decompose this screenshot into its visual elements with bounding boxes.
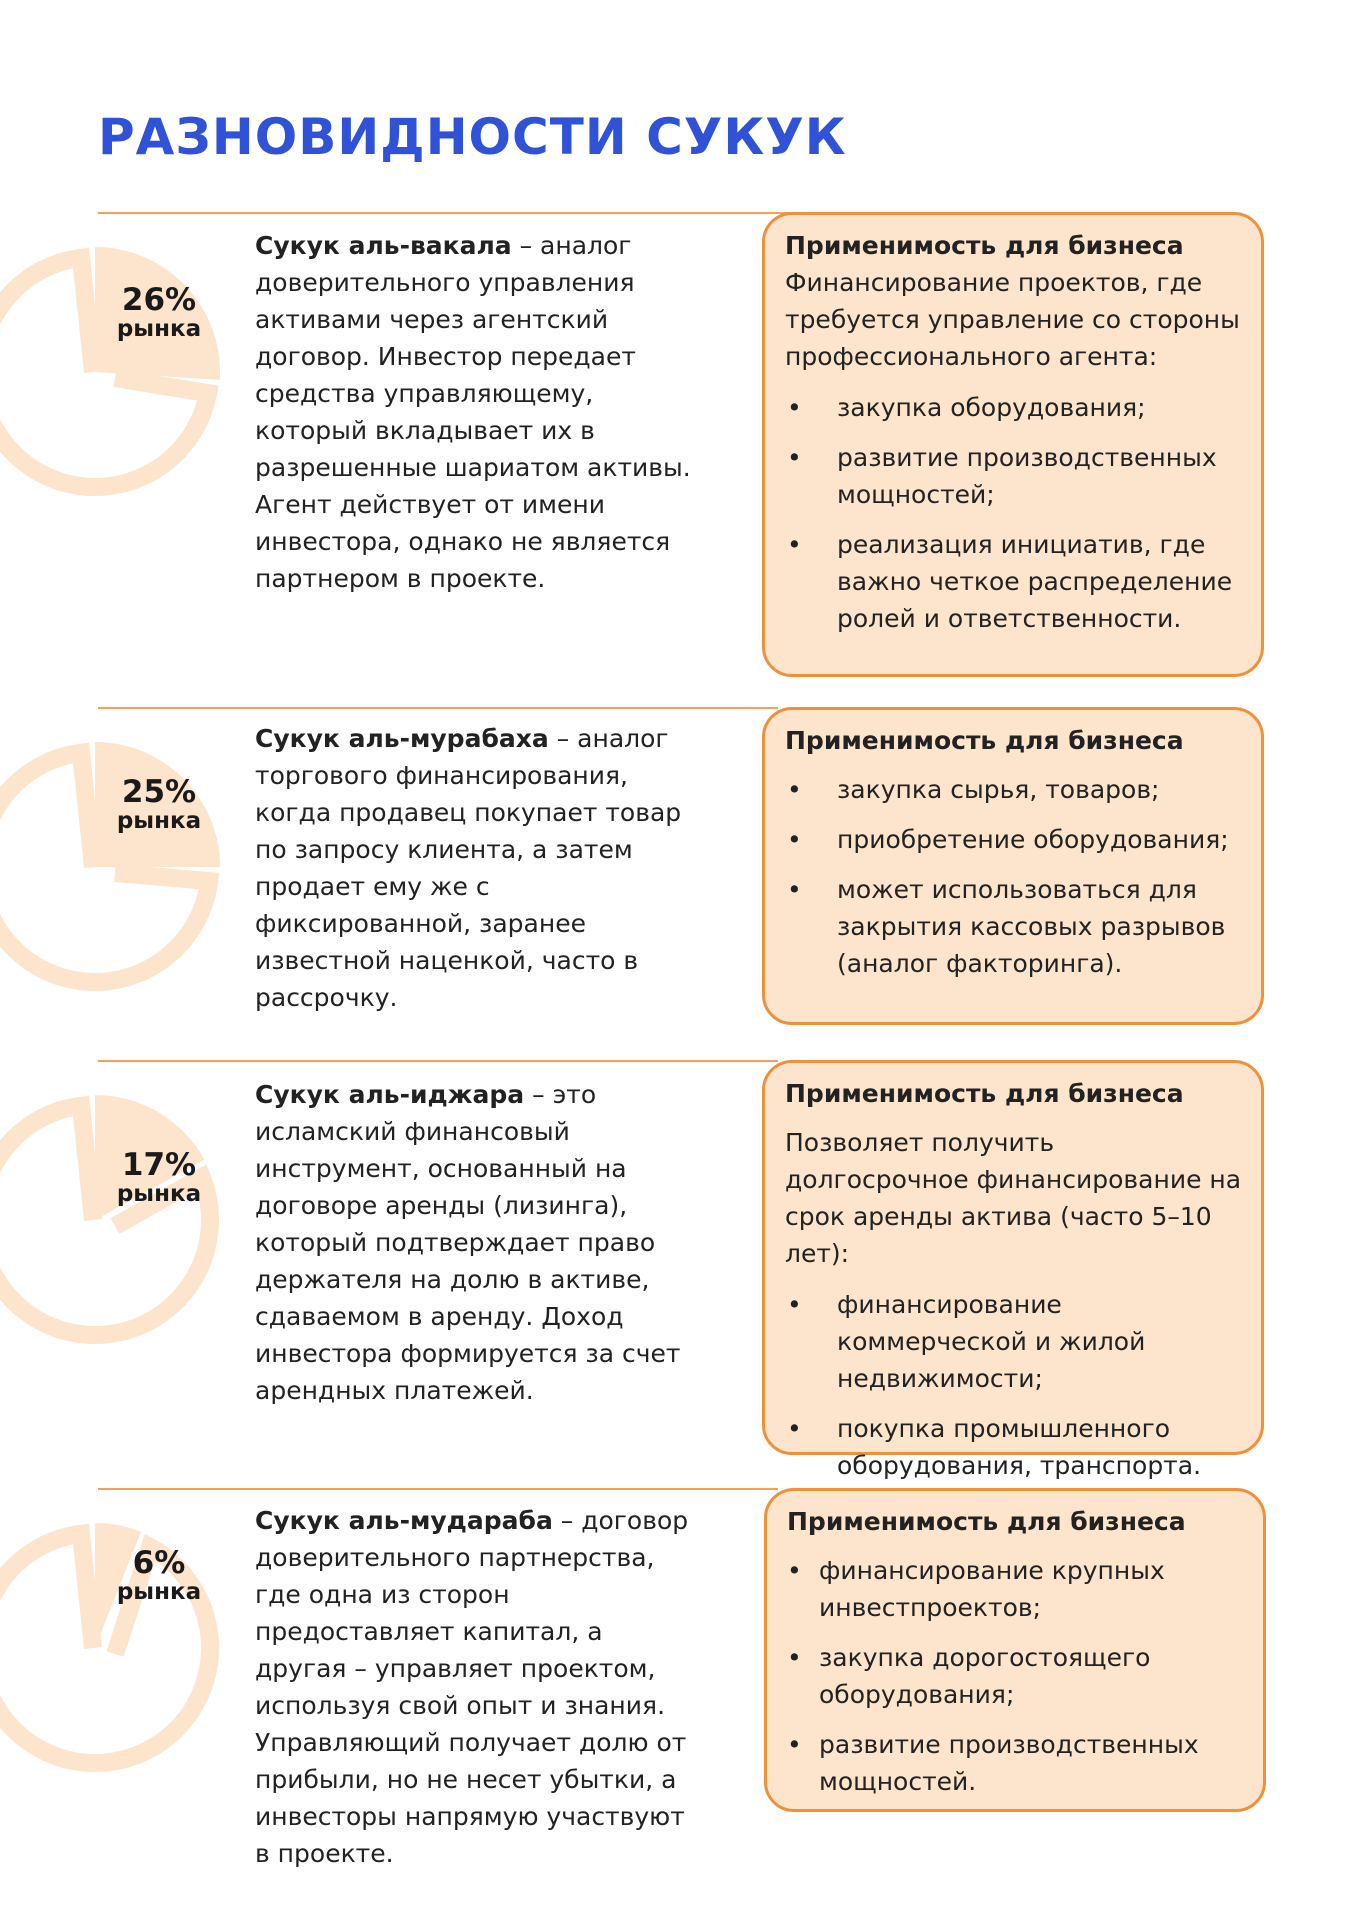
market-share-unit: рынка [116,1579,202,1605]
bullet-icon: • [787,1414,802,1443]
market-share-pie-icon [0,727,240,1027]
sukuk-definition: – это исламский финансовый инструмент, основанный на договоре аренды (лизинга), который подтверждает право держателя на долю в активе, сдаваемом в аренду. Доход инвестора формируется за счет арендных платежей. [255,1080,681,1405]
bullet-list [787,1552,1245,1800]
bullet-icon: • [787,443,802,472]
sukuk-definition: – аналог доверительного управления активами через агентский договор. Инвестор передает средства управляющему, который вкладывает их в разрешенные шариатом активы. Агент действует от имени инвестора, однако не является партнером в проекте. [255,231,691,593]
bullet-icon: • [787,530,802,559]
market-share-label [100,774,218,834]
sukuk-description [255,1076,695,1409]
list-item: • покупка промышленного оборудования, транспорта. [785,1410,1243,1484]
sukuk-definition: – аналог торгового финансирования, когда продавец покупает товар по запросу клиента, а затем продает ему же с фиксированной, заранее известной наценкой, часто в рассрочку. [255,724,682,1012]
card-intro: Позволяет получить долгосрочное финансирование на срок аренды актива (часто 5–10 лет): [785,1128,1242,1268]
sukuk-description [255,720,695,1016]
bullet-list [785,389,1243,637]
market-share-percent: 6% [132,1545,186,1581]
bullet-icon: • [787,825,802,854]
sukuk-definition: – договор доверительного партнерства, где одна из сторон предоставляет капитал, а другая – управляет проектом, используя свой опыт и знания. Управляющий получает долю от прибыли, но не несет убытки, а инвесторы напрямую участвуют в проекте. [255,1506,689,1868]
market-share-unit: рынка [116,808,202,834]
bullet-list [785,771,1243,982]
list-item: • развитие производственных мощностей. [787,1726,1245,1800]
list-item: • закупка дорогостоящего оборудования; [787,1639,1245,1713]
market-share-percent: 17% [121,1147,197,1183]
bullet-icon: • [787,1556,802,1585]
bullet-icon: • [787,1290,802,1319]
list-item: • закупка сырья, товаров; [785,771,1243,808]
business-applicability-card [764,1488,1266,1812]
sukuk-term: Сукук аль-мудараба [255,1506,553,1535]
card-title: Применимость для бизнеса [785,231,1184,260]
card-title: Применимость для бизнеса [787,1507,1186,1536]
list-item: • приобретение оборудования; [785,821,1243,858]
sukuk-description [255,227,695,597]
sukuk-term: Сукук аль-мурабаха [255,724,549,753]
bullet-icon: • [787,393,802,422]
market-share-percent: 25% [121,774,197,810]
list-item: • финансирование крупных инвестпроектов; [787,1552,1245,1626]
market-share-pie-icon [0,232,240,532]
list-item: • может использоваться для закрытия кассовых разрывов (аналог факторинга). [785,871,1243,982]
market-share-unit: рынка [116,1181,202,1207]
market-share-percent: 26% [121,282,197,318]
market-share-label [100,1147,218,1207]
list-item: • закупка оборудования; [785,389,1243,426]
section-divider [98,707,778,709]
bullet-list [785,1286,1243,1484]
sukuk-description [255,1502,695,1872]
card-intro: Финансирование проектов, где требуется управление со стороны профессионального агента: [785,268,1240,371]
market-share-unit: рынка [116,316,202,342]
bullet-icon: • [787,1730,802,1759]
section-divider [98,1488,778,1490]
list-item: • финансирование коммерческой и жилой недвижимости; [785,1286,1243,1397]
bullet-icon: • [787,875,802,904]
sukuk-term: Сукук аль-иджара [255,1080,525,1109]
market-share-label [100,282,218,342]
business-applicability-card [762,1060,1264,1480]
list-item: • развитие производственных мощностей; [785,439,1243,513]
market-share-pie-icon [0,1080,240,1380]
card-title: Применимость для бизнеса [785,1079,1184,1108]
section-divider [98,1060,778,1062]
bullet-icon: • [787,775,802,804]
list-item: • реализация инициатив, где важно четкое распределение ролей и ответственности. [785,526,1243,637]
bullet-icon: • [787,1643,802,1672]
card-title: Применимость для бизнеса [785,726,1184,755]
business-applicability-card [762,212,1264,677]
business-applicability-card [762,707,1264,1025]
sukuk-term: Сукук аль-вакала [255,231,512,260]
page-title: РАЗНОВИДНОСТИ СУКУК [98,108,847,166]
market-share-label [100,1545,218,1605]
